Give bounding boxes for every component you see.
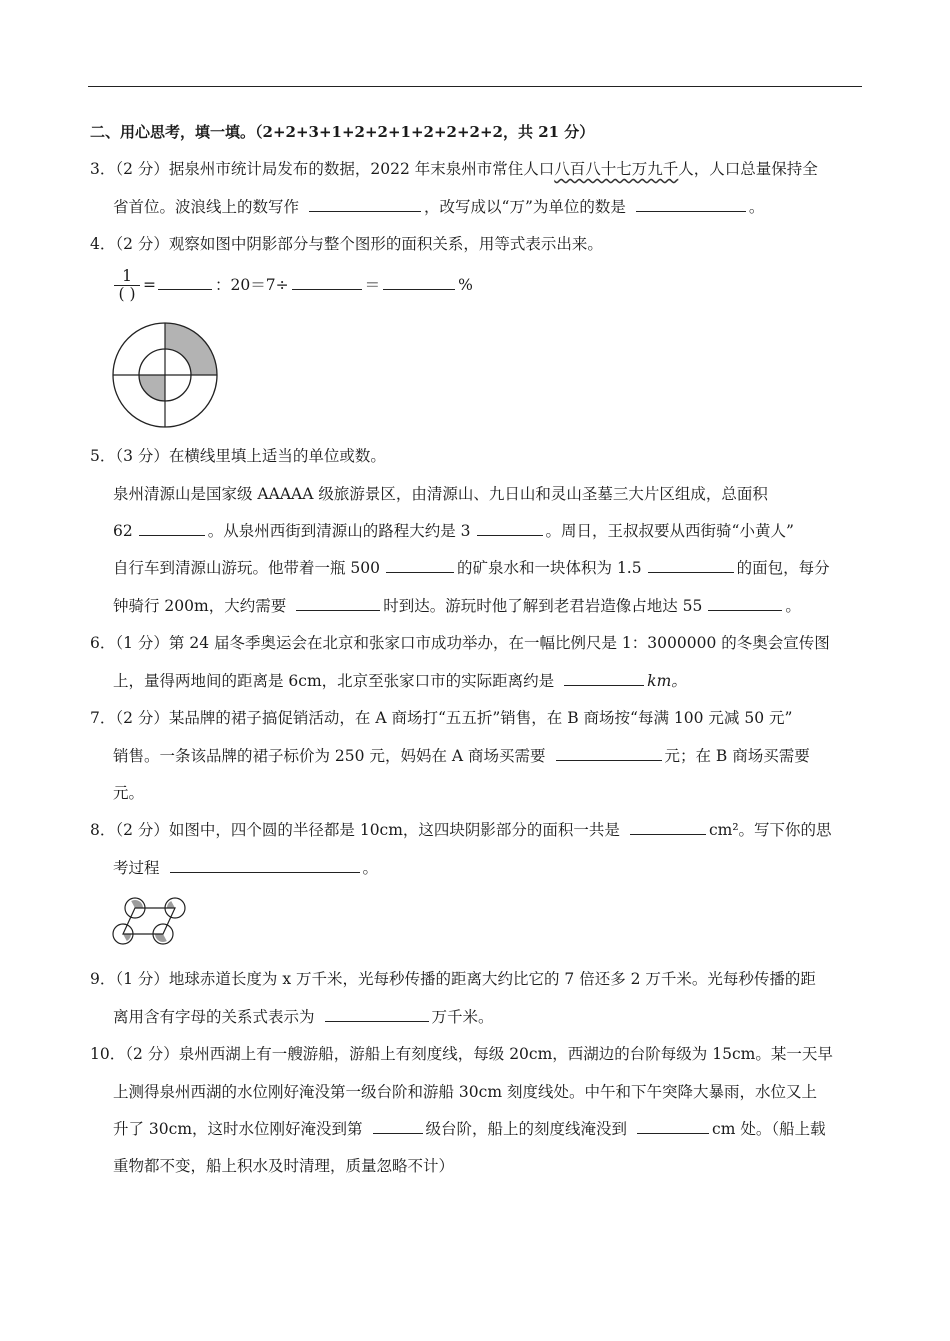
q5-text-g: 钟骑行 200m，大约需要 — [113, 597, 287, 615]
fraction-numerator: 1 — [114, 268, 140, 286]
q3-line1 — [90, 158, 818, 180]
q3-text-e: 。 — [748, 198, 765, 216]
q10-text-b: 级台阶，船上的刻度线淹没到 — [425, 1120, 628, 1138]
q10-line4: 重物都不变，船上积水及时清理，质量忽略不计） — [113, 1157, 455, 1175]
q5-text-e: 的矿泉水和一块体积为 1.5 — [457, 559, 642, 577]
section-title: 二、用心思考，填一填。（2+2+3+1+2+2+1+2+2+2+2，共 21 分） — [90, 123, 595, 141]
q5-text-i: 。 — [785, 597, 801, 615]
q4-percent: % — [458, 276, 473, 294]
q4-eq-sign-1: = — [143, 276, 156, 294]
q10-line1: 10．（2 分）泉州西湖上有一艘游船，游船上有刻度线，每级 20cm，西湖边的台阶每级为 15cm。某一天早 — [90, 1045, 833, 1063]
q5-text-b: 。从泉州西街到清源山的路程大约是 3 — [207, 522, 471, 540]
q3-blank-1[interactable] — [309, 197, 421, 212]
shaded-sector-bottom-left — [123, 934, 131, 941]
q5-text-c: 。周日，王叔叔要从西街骑“小黄人” — [545, 522, 794, 540]
q3-text-c: 省首位。波浪线上的数写作 — [113, 198, 300, 216]
q8-text-a: 8．（2 分）如图中，四个圆的半径都是 10cm，这四块阴影部分的面积一共是 — [90, 821, 620, 839]
q8-text-d: 。 — [362, 859, 379, 877]
q3-text-d: ，改写成以“万”为单位的数是 — [424, 198, 626, 216]
q4-blank-2[interactable] — [292, 275, 362, 290]
q8-blank-1[interactable] — [630, 820, 706, 835]
q4-question: 4．（2 分）观察如图中阴影部分与整个图形的面积关系，用等式表示出来。 — [90, 235, 603, 253]
q3-text-b: 人，人口总量保持全 — [678, 160, 818, 178]
q3-wavy-number: 八百八十七万九千 — [554, 160, 679, 178]
q8-blank-2[interactable] — [170, 858, 360, 873]
q5-text-a: 62 — [113, 522, 133, 540]
q9-blank-1[interactable] — [325, 1007, 429, 1022]
q7-text-a: 销售。一条该品牌的裙子标价为 250 元，妈妈在 A 商场买需要 — [113, 747, 546, 765]
q6-line1: 6．（1 分）第 24 届冬季奥运会在北京和张家口市成功举办，在一幅比例尺是 1：3000000 的冬奥会宣传图 — [90, 634, 830, 652]
q10-text-c: cm 处。（船上载 — [712, 1120, 826, 1138]
q3-line2 — [113, 196, 764, 218]
q10-blank-2[interactable] — [637, 1119, 709, 1134]
q9-line2 — [113, 1006, 494, 1028]
q9-text-a: 离用含有字母的关系式表示为 — [113, 1008, 315, 1026]
q5-title: 5．（3 分）在横线里填上适当的单位或数。 — [90, 447, 386, 465]
q5-line2 — [113, 520, 794, 542]
q4-blank-3[interactable] — [383, 275, 455, 290]
shaded-sector-top-left — [131, 900, 143, 908]
q8-text-b: cm²。写下你的思 — [708, 821, 832, 839]
q5-text-d: 自行车到清源山游玩。他带着一瓶 500 — [113, 559, 381, 577]
q4-blank-1[interactable] — [158, 275, 212, 290]
fraction-denominator: ( ) — [118, 285, 136, 303]
q4-circle-figure — [108, 318, 222, 432]
q7-line3: 元。 — [113, 784, 145, 802]
q10-text-a: 升了 30cm，这时水位刚好淹没到第 — [113, 1120, 363, 1138]
top-rule — [88, 86, 862, 87]
q8-text-c: 考过程 — [113, 859, 160, 877]
q10-blank-1[interactable] — [373, 1119, 423, 1134]
shaded-sector-bottom-right — [155, 934, 167, 942]
q5-text-f: 的面包，每分 — [736, 559, 830, 577]
q5-blank-6[interactable] — [708, 596, 782, 611]
q7-blank-1[interactable] — [556, 746, 662, 761]
q3-text-a: 3．（2 分）据泉州市统计局发布的数据，2022 年末泉州市常住人口 — [90, 160, 555, 178]
q5-blank-1[interactable] — [139, 521, 205, 536]
q7-text-b: 元；在 B 商场买需要 — [664, 747, 810, 765]
q6-text-a: 上，量得两地间的距离是 6cm，北京至张家口市的实际距离约是 — [113, 672, 555, 690]
q4-fraction — [114, 268, 140, 303]
q5-text-h: 时到达。游玩时他了解到老君岩造像占地达 55 — [383, 597, 703, 615]
q5-blank-3[interactable] — [386, 558, 454, 573]
q5-line3 — [113, 557, 830, 579]
q5-line4 — [113, 595, 801, 617]
q10-line3 — [113, 1118, 826, 1140]
q8-line2 — [113, 857, 378, 879]
shaded-outer-quarter — [165, 323, 217, 375]
q5-blank-2[interactable] — [477, 521, 543, 536]
q8-four-circles-figure — [108, 893, 190, 949]
q9-text-b: 万千米。 — [431, 1008, 494, 1026]
q5-line1: 泉州清源山是国家级 AAAAA 级旅游景区，由清源山、九日山和灵山圣墓三大片区组成，总面积 — [113, 485, 768, 503]
q9-line1: 9．（1 分）地球赤道长度为 x 万千米，光每秒传播的距离大约比它的 7 倍还多 2 万千米。光每秒传播的距 — [90, 970, 816, 988]
q7-line1: 7．（2 分）某品牌的裙子搞促销活动，在 A 商场打“五五折”销售，在 B 商场按“每满 100 元减 50 元” — [90, 709, 793, 727]
q4-eq-sign-2: ＝ — [364, 276, 381, 294]
shaded-sector-top-right — [167, 901, 175, 908]
q7-line2 — [113, 745, 810, 767]
q3-blank-2[interactable] — [636, 197, 746, 212]
q10-line2: 上测得泉州西湖的水位刚好淹没第一级台阶和游船 30cm 刻度线处。中午和下午突降大暴雨，水位又上 — [113, 1083, 817, 1101]
q6-blank-1[interactable] — [564, 671, 644, 686]
q6-text-b: km。 — [647, 672, 687, 690]
q5-blank-5[interactable] — [296, 596, 380, 611]
q4-eq-ratio: ：20＝7÷ — [215, 276, 289, 294]
q6-line2 — [113, 670, 687, 692]
q5-blank-4[interactable] — [648, 558, 734, 573]
parallelogram — [123, 908, 175, 934]
q8-line1 — [90, 819, 832, 841]
q4-equation — [143, 274, 473, 296]
